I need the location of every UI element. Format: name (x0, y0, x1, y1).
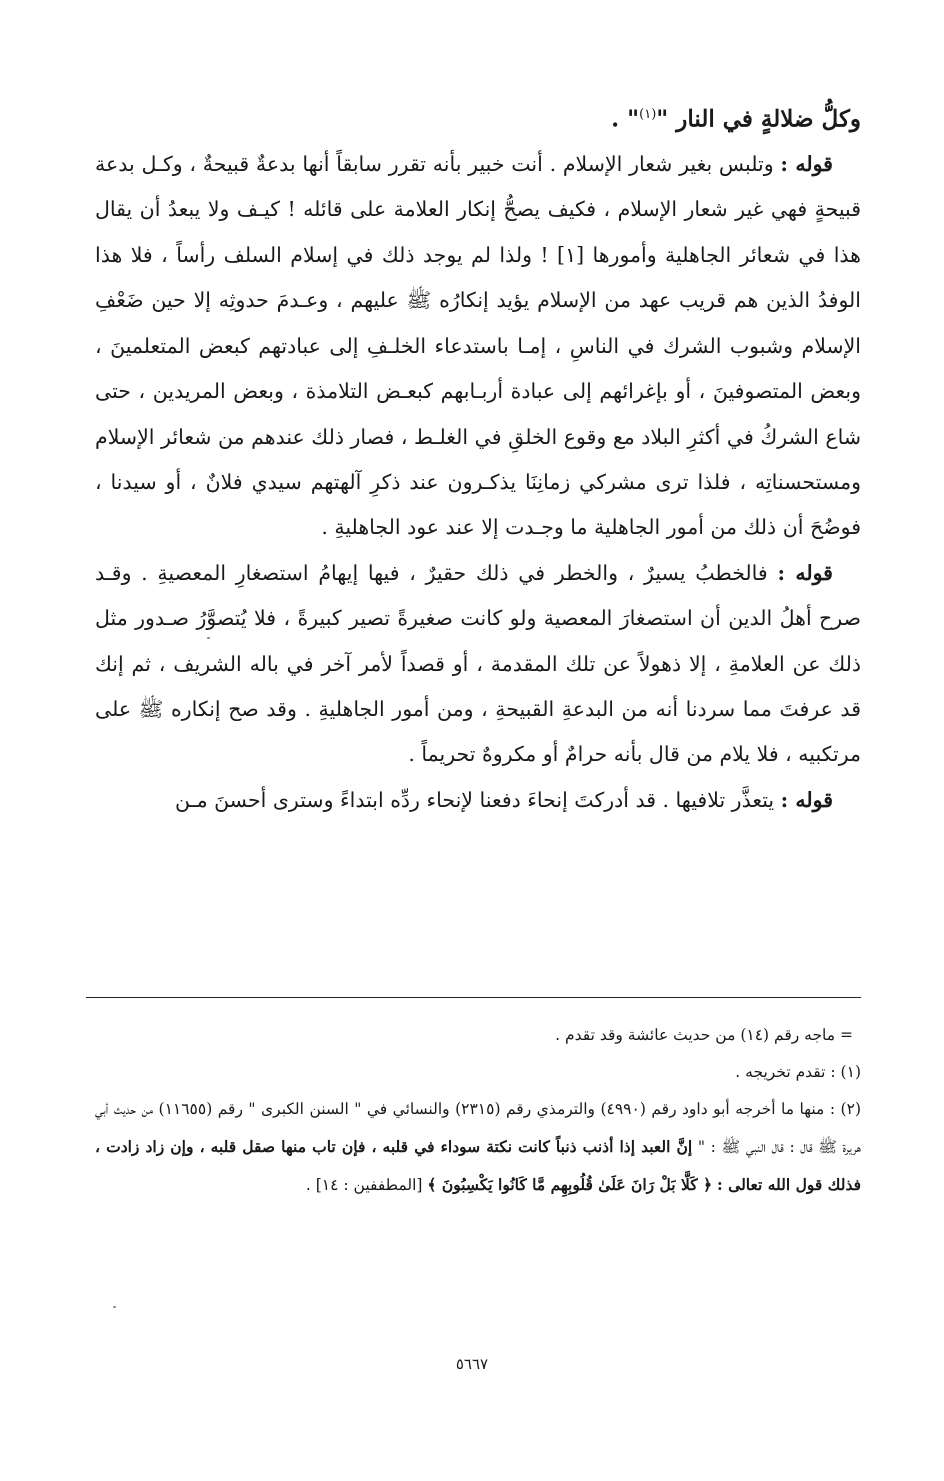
paragraph-text: يتعذَّر تلافيها . قد أدركتَ إنحاءَ دفعنا لإنحاء ردِّه ابتداءً وسترى أحسنَ مـن (174, 787, 775, 812)
paragraph-text: وتلبس بغير شعار الإسلام . أنت خبير بأنه تقرر سابقاً أنها بدعةٌ قبيحةٌ ، وكـل بدعة قبيحةٍ فهي غير شعار الإسلام ، فكيف يصحُّ إنكار العلامة على قائله ! كيـف ولا يبعدُ أن يقال هذا في شعائر الجاهلية وأمورها [١] ! ولذا لم يوجد ذلك في إسلام السلف رأساً ، فلا هذا الوفدُ الذين هم قريب عهد من الإسلام يؤيد إنكارُه ﷺ عليهم ، وعـدمَ حدوثِه إلا حين ضَعْفِ الإسلام وشبوب الشرك في الناسِ ، إمـا باستدعاء الخلـفِ إلى عبادتهم كبعض المتعلمينَ ، وبعض المتصوفينَ ، أو بإغرائهم إلى عبادة أربـابهم كبعـض التلامذة ، وبعض المريدين ، حتى شاع الشركُ في أكثرِ البلاد مع وقوع الخلقِ في الغلـط ، فصار ذلك عندهم من شعائر الإسلام ومستحسناتِه ، فلذا ترى مشركي زمانِنَا يذكـرون عند ذكرِ آلهتهم سيدي فلانٌ ، أو سيدنا ، فوضُحَ أن ذلك من أمور الجاهلية ما وجـدت إلا عند عود الجاهليةِ . (95, 152, 861, 540)
hadith-text: إنَّ العبد إذا أذنب ذنباً كانت نكتة سوداء في قلبه ، فإن تاب منها صقل قلبه ، وإن زاد زادت ، فذلك قول الله تعالى : (95, 1137, 861, 1194)
paragraph-1 (95, 142, 861, 551)
footnotes-section (95, 1017, 861, 1204)
paragraph-keyword: قوله : (780, 152, 833, 177)
footnote-separator (86, 997, 861, 998)
scan-speck (207, 637, 210, 639)
quran-verse: ﴿ كَلَّا بَلْ رَانَ عَلَىٰ قُلُوبِهِم مَّا كَانُوا يَكْسِبُونَ ﴾ (427, 1175, 713, 1194)
quran-reference: [المطففين : ١٤] . (305, 1176, 423, 1194)
footnote-marker-1: (١) (639, 107, 657, 122)
opening-line (95, 92, 861, 142)
opening-line-tail: " . (611, 105, 640, 133)
footnote-text: تقدم تخريجه . (735, 1063, 826, 1081)
paragraph-2 (95, 551, 861, 778)
footnote-1 (95, 1054, 861, 1091)
paragraph-keyword: قوله : (777, 560, 833, 585)
paragraph-3 (95, 778, 861, 823)
main-text (95, 92, 861, 823)
footnote-label: (١) : (830, 1063, 861, 1081)
paragraph-text: فالخطبُ يسيرٌ ، والخطر في ذلك حقيرٌ ، فيها إيهامُ استصغارِ المعصيةِ . وقـد صرح أهلُ الدين أن استصغارَ المعصية ولو كانت صغيرةً تصير كبيرةً ، فلا يُتصوَّرُ صـدور مثل ذلك عن العلامةِ ، إلا ذهولاً عن تلك المقدمة ، أو قصداً لأمر آخر في باله الشريف ، ثم إنك قد عرفتَ مما سردنا أنه من البدعةِ القبيحةِ ، ومن أمور الجاهليةِ . وقد صح إنكاره ﷺ على مرتكبيه ، فلا يلام من قال بأنه حرامٌ أو مكروهٌ تحريماً . (95, 560, 861, 767)
footnote-label: (٢) : (829, 1100, 861, 1118)
page-number: ٥٦٦٧ (455, 1355, 489, 1373)
footnote-2 (95, 1091, 861, 1204)
scan-speck (113, 1306, 116, 1308)
footnote-text: منها ما أخرجه أبو داود رقم (٤٩٩٠) والترمذي رقم (٢٣١٥) والنسائي في " السنن الكبرى " رقم (١١٦٥٥) من حديث أبي هريرة ﷺ قال : قال النبي ﷺ : " (95, 1100, 861, 1156)
opening-line-text: وكلُّ ضلالةٍ في النار " (656, 105, 861, 133)
footnote-continuation: = ماجه رقم (١٤) من حديث عائشة وقد تقدم . (555, 1026, 853, 1044)
paragraph-keyword: قوله : (780, 787, 833, 812)
